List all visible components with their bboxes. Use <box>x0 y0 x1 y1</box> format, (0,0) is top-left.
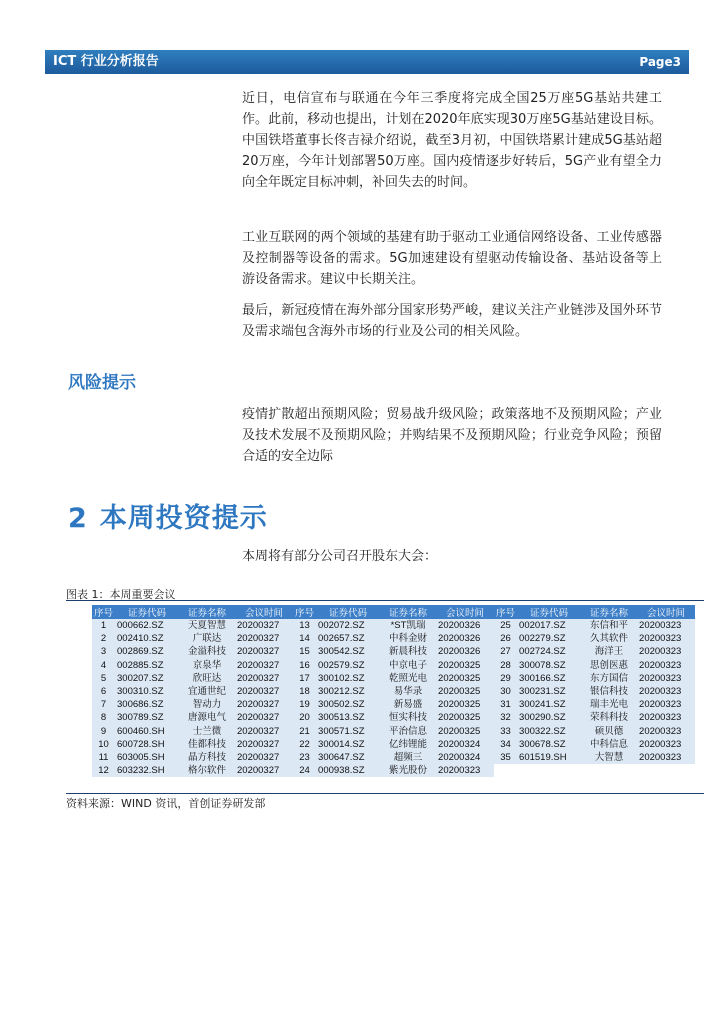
security-code-cell: 600728.SH <box>115 738 179 751</box>
table-header-cell: 序号 <box>293 605 316 619</box>
row-number-cell: 18 <box>293 685 316 698</box>
meeting-date-cell <box>637 764 695 777</box>
meeting-date-cell: 20200326 <box>436 645 494 658</box>
section-number: 2 <box>68 503 88 534</box>
security-code-cell: 300212.SZ <box>316 685 380 698</box>
row-number-cell: 8 <box>92 711 115 724</box>
table-row <box>92 764 695 777</box>
meeting-date-cell: 20200323 <box>637 711 695 724</box>
meeting-date-cell: 20200326 <box>436 632 494 645</box>
row-number-cell: 32 <box>494 711 517 724</box>
security-name-cell: 亿纬锂能 <box>380 738 436 751</box>
meeting-date-cell: 20200323 <box>637 632 695 645</box>
security-code-cell: 300789.SZ <box>115 711 179 724</box>
row-number-cell: 16 <box>293 659 316 672</box>
risk-text: 疫情扩散超出预期风险；贸易战升级风险；政策落地不及预期风险；产业及技术发展不及预期风险；并购结果不及预期风险；行业竞争风险；预留合适的安全边际 <box>242 407 662 464</box>
row-number-cell: 13 <box>293 619 316 632</box>
row-number-cell: 22 <box>293 738 316 751</box>
table-row <box>92 659 695 672</box>
meeting-date-cell: 20200327 <box>235 751 293 764</box>
security-name-cell: 大智慧 <box>581 751 637 764</box>
row-number-cell: 23 <box>293 751 316 764</box>
meeting-date-cell: 20200325 <box>436 698 494 711</box>
row-number-cell: 24 <box>293 764 316 777</box>
row-number-cell: 1 <box>92 619 115 632</box>
security-code-cell: 300241.SZ <box>517 698 581 711</box>
security-code-cell: 603232.SH <box>115 764 179 777</box>
security-name-cell: 中科信息 <box>581 738 637 751</box>
security-name-cell: 东方国信 <box>581 672 637 685</box>
table-header-cell: 序号 <box>92 605 115 619</box>
security-name-cell: 紫光股份 <box>380 764 436 777</box>
section-title <box>68 496 268 535</box>
row-number-cell: 3 <box>92 645 115 658</box>
row-number-cell: 15 <box>293 645 316 658</box>
security-code-cell: 002579.SZ <box>316 659 380 672</box>
row-number-cell: 5 <box>92 672 115 685</box>
security-code-cell: 002410.SZ <box>115 632 179 645</box>
security-code-cell: 603005.SH <box>115 751 179 764</box>
table-row <box>92 619 695 632</box>
meeting-date-cell: 20200325 <box>436 711 494 724</box>
table-caption: 图表 1：本周重要会议 <box>66 588 176 601</box>
row-number-cell: 33 <box>494 725 517 738</box>
meeting-date-cell: 20200325 <box>436 672 494 685</box>
security-name-cell: 智动力 <box>179 698 235 711</box>
security-code-cell: 300102.SZ <box>316 672 380 685</box>
security-code-cell: 300207.SZ <box>115 672 179 685</box>
table-row <box>92 725 695 738</box>
table-row <box>92 738 695 751</box>
security-code-cell: 300678.SZ <box>517 738 581 751</box>
meeting-date-cell: 20200327 <box>235 685 293 698</box>
security-name-cell: 欣旺达 <box>179 672 235 685</box>
row-number-cell: 20 <box>293 711 316 724</box>
table-header-cell: 证券名称 <box>380 605 436 619</box>
row-number-cell: 35 <box>494 751 517 764</box>
security-name-cell: 京泉华 <box>179 659 235 672</box>
security-code-cell: 002017.SZ <box>517 619 581 632</box>
meeting-date-cell: 20200323 <box>637 619 695 632</box>
meeting-date-cell: 20200324 <box>436 751 494 764</box>
security-code-cell: 300014.SZ <box>316 738 380 751</box>
security-name-cell: 晶方科技 <box>179 751 235 764</box>
security-code-cell: 300686.SZ <box>115 698 179 711</box>
table-row <box>92 672 695 685</box>
table-header-cell: 会议时间 <box>436 605 494 619</box>
security-name-cell: 硕贝德 <box>581 725 637 738</box>
security-code-cell: 300078.SZ <box>517 659 581 672</box>
security-name-cell: 宜通世纪 <box>179 685 235 698</box>
security-code-cell: 300310.SZ <box>115 685 179 698</box>
row-number-cell: 6 <box>92 685 115 698</box>
report-title: ICT 行业分析报告 <box>53 54 159 69</box>
table-row <box>92 751 695 764</box>
security-code-cell: 000662.SZ <box>115 619 179 632</box>
security-code-cell: 300571.SZ <box>316 725 380 738</box>
security-name-cell: 中科金财 <box>380 632 436 645</box>
security-code-cell: 000938.SZ <box>316 764 380 777</box>
row-number-cell: 17 <box>293 672 316 685</box>
security-name-cell: 士兰微 <box>179 725 235 738</box>
security-name-cell: 久其软件 <box>581 632 637 645</box>
table-header-cell: 会议时间 <box>637 605 695 619</box>
security-name-cell: 唐源电气 <box>179 711 235 724</box>
page-number: Page3 <box>639 55 681 69</box>
security-name-cell: 新易盛 <box>380 698 436 711</box>
security-name-cell: 中京电子 <box>380 659 436 672</box>
security-name-cell: 天夏智慧 <box>179 619 235 632</box>
security-name-cell: 思创医惠 <box>581 659 637 672</box>
row-number-cell: 10 <box>92 738 115 751</box>
security-code-cell: 300322.SZ <box>517 725 581 738</box>
security-name-cell: 新晨科技 <box>380 645 436 658</box>
security-code-cell: 600460.SH <box>115 725 179 738</box>
security-name-cell: 瑞丰光电 <box>581 698 637 711</box>
row-number-cell: 34 <box>494 738 517 751</box>
row-number-cell: 28 <box>494 659 517 672</box>
security-code-cell: 300542.SZ <box>316 645 380 658</box>
security-code-cell <box>517 764 581 777</box>
meeting-date-cell: 20200323 <box>637 698 695 711</box>
meeting-date-cell: 20200327 <box>235 645 293 658</box>
row-number-cell: 14 <box>293 632 316 645</box>
meeting-date-cell: 20200323 <box>637 672 695 685</box>
row-number-cell: 12 <box>92 764 115 777</box>
meeting-date-cell: 20200325 <box>436 725 494 738</box>
table-header-cell: 证券名称 <box>179 605 235 619</box>
row-number-cell: 30 <box>494 685 517 698</box>
meeting-date-cell: 20200323 <box>637 751 695 764</box>
security-code-cell: 002657.SZ <box>316 632 380 645</box>
row-number-cell: 4 <box>92 659 115 672</box>
meeting-date-cell: 20200323 <box>637 725 695 738</box>
row-number-cell: 31 <box>494 698 517 711</box>
meeting-table <box>92 605 695 777</box>
source-note: 资料来源：WIND 资讯，首创证券研发部 <box>66 797 266 810</box>
meeting-date-cell: 20200327 <box>235 698 293 711</box>
security-name-cell: 平治信息 <box>380 725 436 738</box>
security-name-cell: 超频三 <box>380 751 436 764</box>
meeting-date-cell: 20200327 <box>235 672 293 685</box>
meeting-date-cell: 20200323 <box>436 764 494 777</box>
row-number-cell: 25 <box>494 619 517 632</box>
table-row <box>92 632 695 645</box>
security-name-cell: 荣科科技 <box>581 711 637 724</box>
table-header-row <box>92 605 695 619</box>
row-number-cell: 29 <box>494 672 517 685</box>
table-header-cell: 证券代码 <box>316 605 380 619</box>
table-header-cell: 证券名称 <box>581 605 637 619</box>
paragraph-5g-construction: 近日，电信宣布与联通在今年三季度将完成全国25万座5G基站共建工作。此前，移动也提出，计划在2020年底实现30万座5G基站建设目标。中国铁塔董事长佟吉禄介绍说，截至3月初，中国铁塔累计建成5G基站超20万座，今年计划部署50万座。国内疫情逐步好转后，5G产业有望全力向全年既定目标冲刺，补回失去的时间。 <box>242 91 662 190</box>
meeting-date-cell: 20200327 <box>235 725 293 738</box>
security-name-cell: 银信科技 <box>581 685 637 698</box>
table-header-cell: 证券代码 <box>115 605 179 619</box>
table-row <box>92 685 695 698</box>
meeting-date-cell: 20200323 <box>637 738 695 751</box>
row-number-cell: 27 <box>494 645 517 658</box>
security-name-cell: 广联达 <box>179 632 235 645</box>
section-title-text: 本周投资提示 <box>99 503 268 534</box>
security-code-cell: 300502.SZ <box>316 698 380 711</box>
table-row <box>92 698 695 711</box>
table-header-cell: 序号 <box>494 605 517 619</box>
meeting-date-cell: 20200324 <box>436 738 494 751</box>
meeting-date-cell: 20200326 <box>436 619 494 632</box>
security-name-cell <box>581 764 637 777</box>
meeting-table-frame <box>66 600 704 794</box>
row-number-cell: 9 <box>92 725 115 738</box>
meeting-date-cell: 20200325 <box>436 685 494 698</box>
meeting-date-cell: 20200327 <box>235 764 293 777</box>
risk-heading: 风险提示 <box>68 373 136 393</box>
meeting-date-cell: 20200323 <box>637 645 695 658</box>
security-code-cell: 300166.SZ <box>517 672 581 685</box>
row-number-cell: 2 <box>92 632 115 645</box>
paragraph-overseas-risk: 最后，新冠疫情在海外部分国家形势严峻，建议关注产业链涉及国外环节及需求端包含海外市场的行业及公司的相关风险。 <box>242 303 662 339</box>
row-number-cell: 11 <box>92 751 115 764</box>
meeting-date-cell: 20200327 <box>235 738 293 751</box>
section-intro: 本周将有部分公司召开股东大会： <box>242 549 438 564</box>
security-name-cell: 金溢科技 <box>179 645 235 658</box>
table-row <box>92 645 695 658</box>
row-number-cell <box>494 764 517 777</box>
security-code-cell: 300513.SZ <box>316 711 380 724</box>
security-code-cell: 002885.SZ <box>115 659 179 672</box>
security-code-cell: 300647.SZ <box>316 751 380 764</box>
security-code-cell: 601519.SH <box>517 751 581 764</box>
meeting-date-cell: 20200327 <box>235 632 293 645</box>
security-name-cell: *ST凯瑞 <box>380 619 436 632</box>
security-code-cell: 002724.SZ <box>517 645 581 658</box>
row-number-cell: 7 <box>92 698 115 711</box>
security-name-cell: 格尔软件 <box>179 764 235 777</box>
report-header-bar <box>45 50 689 74</box>
security-name-cell: 海洋王 <box>581 645 637 658</box>
security-name-cell: 乾照光电 <box>380 672 436 685</box>
security-name-cell: 恒实科技 <box>380 711 436 724</box>
security-name-cell: 东信和平 <box>581 619 637 632</box>
row-number-cell: 21 <box>293 725 316 738</box>
security-code-cell: 002279.SZ <box>517 632 581 645</box>
security-code-cell: 300290.SZ <box>517 711 581 724</box>
meeting-date-cell: 20200323 <box>637 685 695 698</box>
meeting-date-cell: 20200323 <box>637 659 695 672</box>
security-code-cell: 002072.SZ <box>316 619 380 632</box>
table-header-cell: 证券代码 <box>517 605 581 619</box>
security-code-cell: 002869.SZ <box>115 645 179 658</box>
paragraph-industrial-internet: 工业互联网的两个领域的基建有助于驱动工业通信网络设备、工业传感器及控制器等设备的需求。5G加速建设有望驱动传输设备、基站设备等上游设备需求。建议中长期关注。 <box>242 230 662 287</box>
meeting-date-cell: 20200327 <box>235 659 293 672</box>
row-number-cell: 26 <box>494 632 517 645</box>
table-body <box>92 619 695 777</box>
table-header-cell: 会议时间 <box>235 605 293 619</box>
security-name-cell: 易华录 <box>380 685 436 698</box>
meeting-date-cell: 20200325 <box>436 659 494 672</box>
security-code-cell: 300231.SZ <box>517 685 581 698</box>
table-row <box>92 711 695 724</box>
meeting-date-cell: 20200327 <box>235 619 293 632</box>
row-number-cell: 19 <box>293 698 316 711</box>
meeting-date-cell: 20200327 <box>235 711 293 724</box>
security-name-cell: 佳都科技 <box>179 738 235 751</box>
